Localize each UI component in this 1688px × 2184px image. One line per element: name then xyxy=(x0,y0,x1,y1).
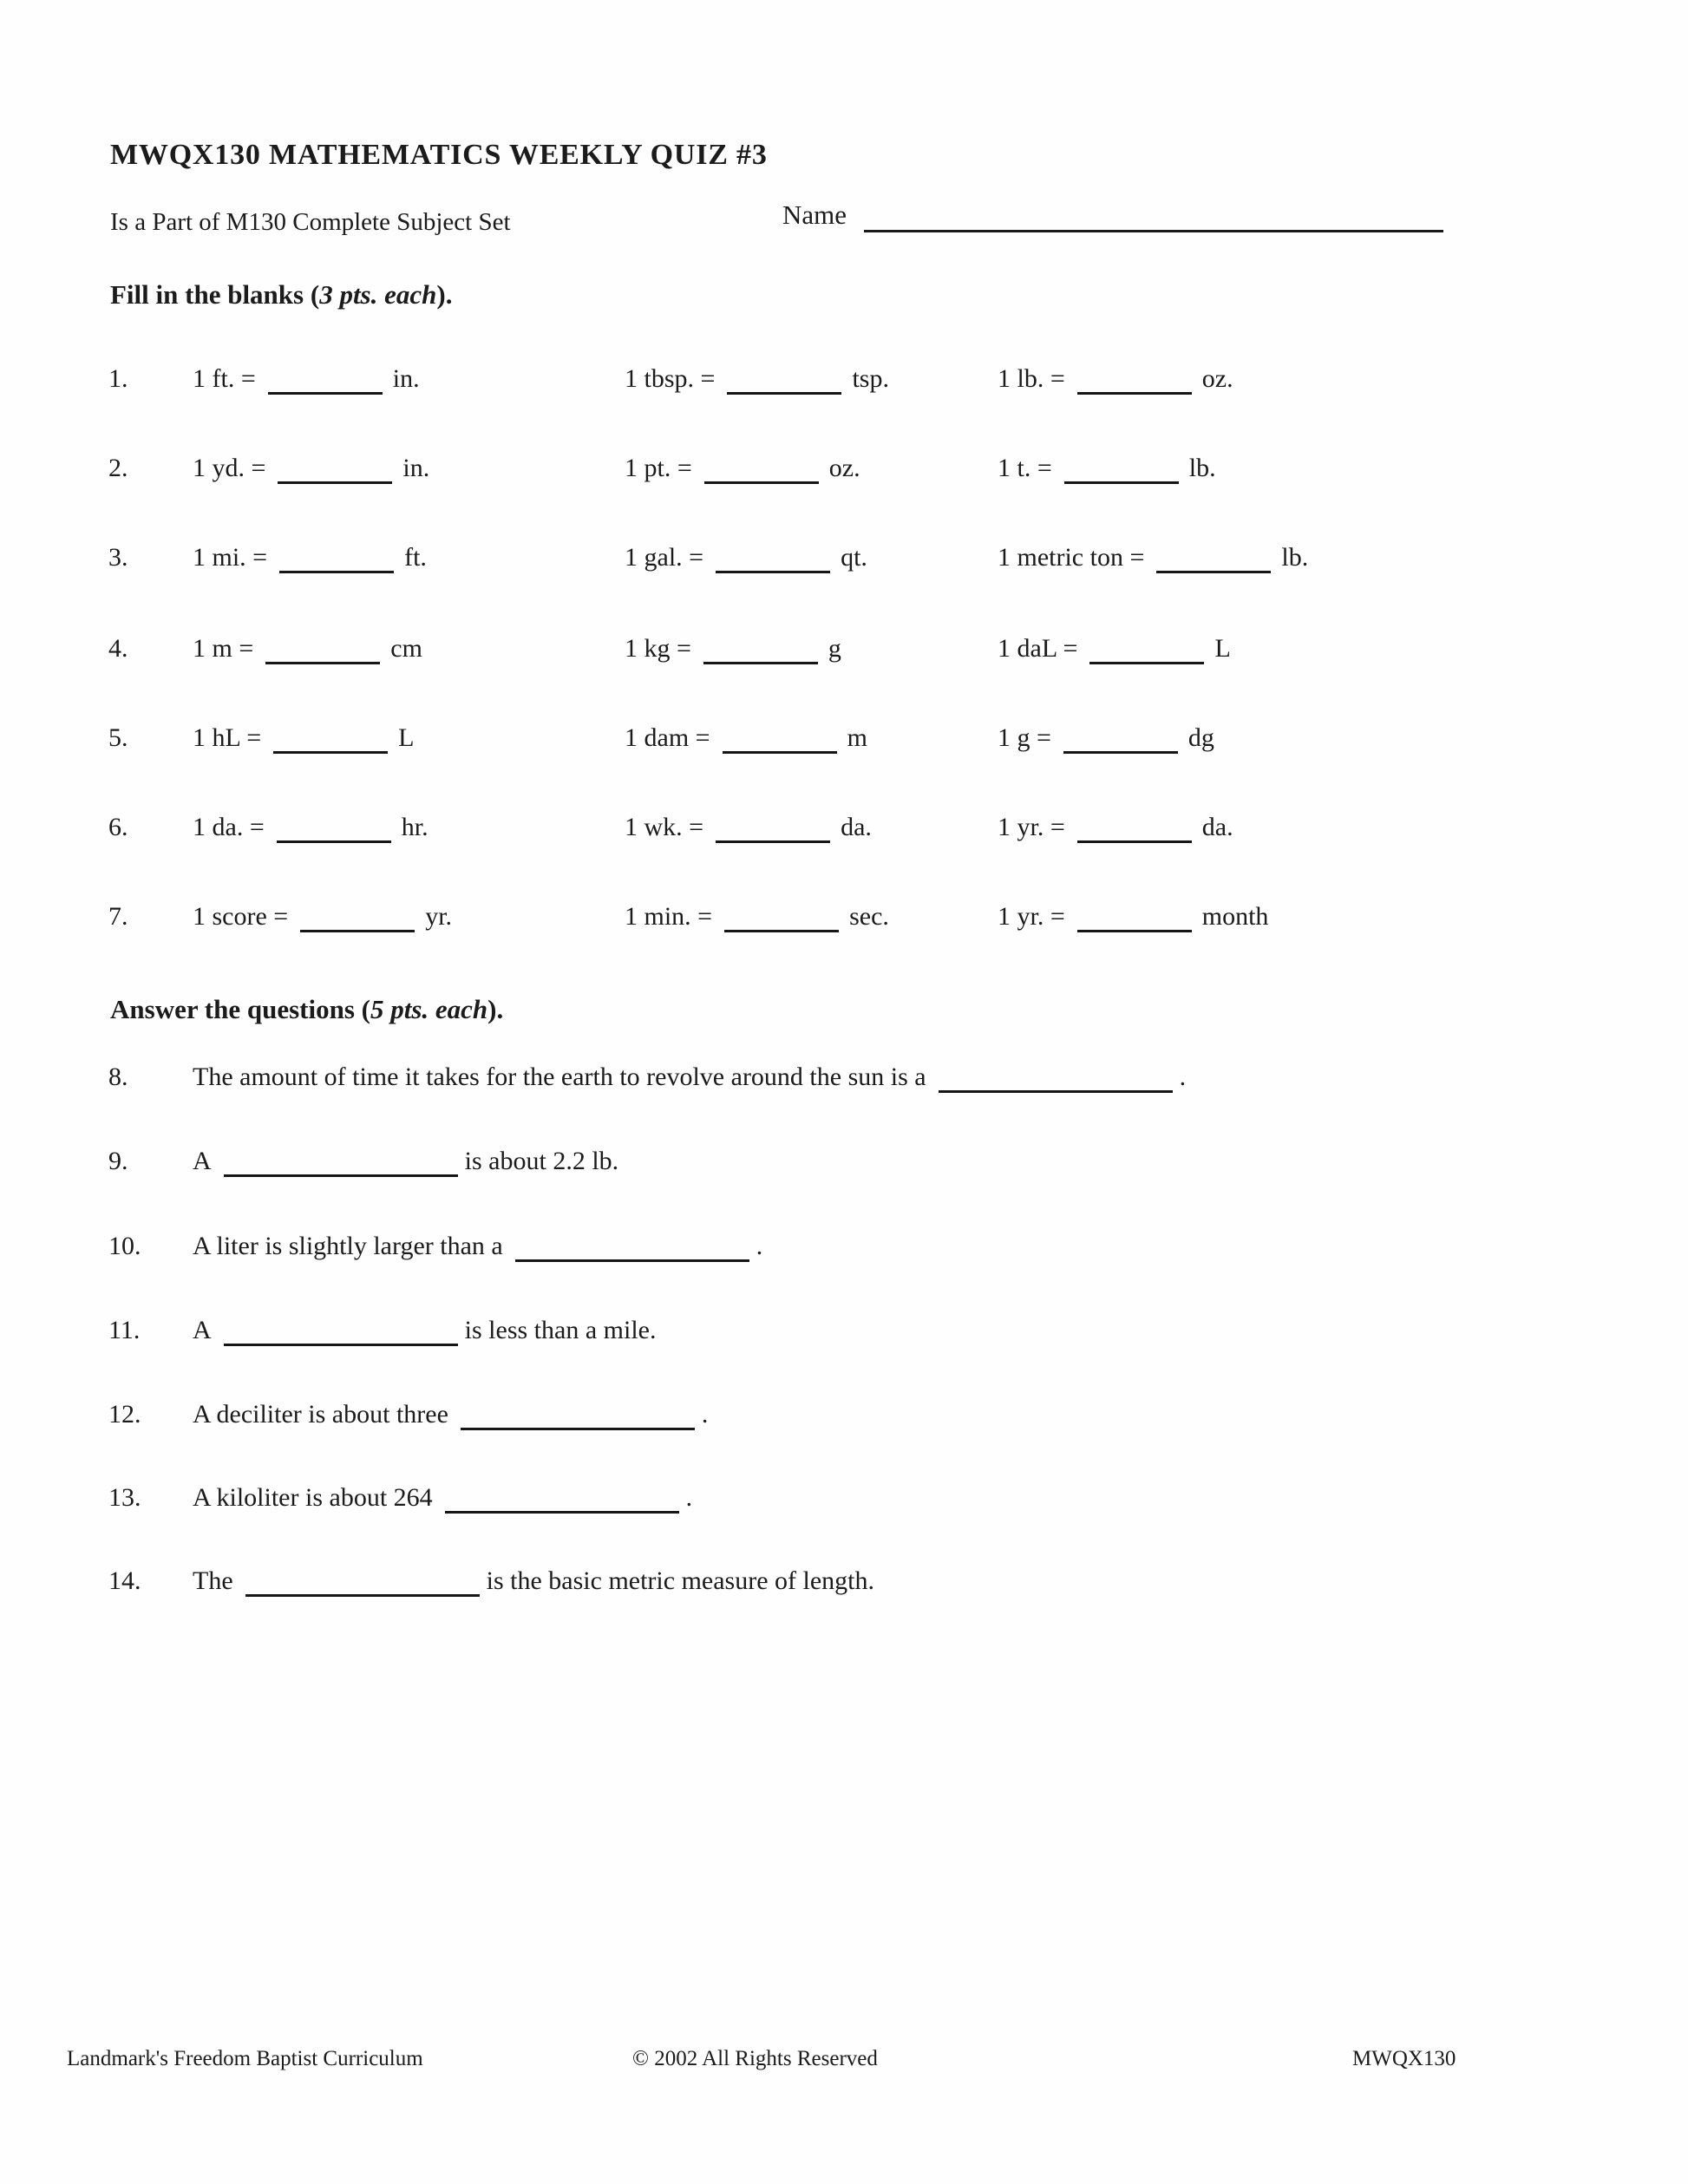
fill-item-post: L xyxy=(398,723,415,752)
question-number: 4. xyxy=(108,634,128,663)
fill-item-post: oz. xyxy=(828,454,860,482)
fill-item-post: yr. xyxy=(425,902,453,931)
answer-blank[interactable] xyxy=(1064,480,1179,484)
answer-blank[interactable] xyxy=(703,660,818,664)
subtitle: Is a Part of M130 Complete Subject Set xyxy=(110,208,511,236)
fill-item-pre: 1 m = xyxy=(193,634,254,663)
footer-document-code: MWQX130 xyxy=(1352,2047,1456,2070)
fill-item xyxy=(193,634,422,664)
question-post: . xyxy=(756,1232,763,1260)
answer-heading-suffix: ). xyxy=(487,994,504,1024)
answer-blank[interactable] xyxy=(268,390,383,395)
fill-section-heading xyxy=(110,279,452,311)
question-number: 2. xyxy=(108,454,128,482)
fill-item xyxy=(193,454,429,484)
answer-blank[interactable] xyxy=(1077,839,1192,843)
answer-blank[interactable] xyxy=(723,749,837,754)
footer-publisher: Landmark's Freedom Baptist Curriculum xyxy=(67,2047,423,2070)
question-post: is the basic metric measure of length. xyxy=(486,1566,874,1595)
name-label: Name xyxy=(782,199,847,230)
fill-item-post: tsp. xyxy=(852,364,889,393)
question-number: 11. xyxy=(108,1316,141,1344)
fill-item xyxy=(193,543,427,573)
fill-heading-prefix: Fill in the blanks ( xyxy=(110,279,320,310)
answer-blank[interactable] xyxy=(1089,660,1204,664)
answer-blank[interactable] xyxy=(224,1342,458,1346)
fill-item-post: sec. xyxy=(849,902,889,931)
fill-item-post: cm xyxy=(390,634,422,663)
fill-item-post: hr. xyxy=(401,813,429,841)
question-text xyxy=(193,1400,708,1430)
fill-item-post: ft. xyxy=(404,543,427,572)
question-pre: A kiloliter is about 264 xyxy=(193,1483,433,1512)
fill-item xyxy=(625,454,860,484)
name-input-line[interactable] xyxy=(864,228,1443,232)
fill-heading-points: 3 pts. each xyxy=(319,279,437,310)
answer-blank[interactable] xyxy=(724,928,839,932)
answer-section-heading xyxy=(110,994,503,1025)
answer-blank[interactable] xyxy=(461,1426,695,1430)
fill-item-post: month xyxy=(1201,902,1269,931)
fill-item-pre: 1 gal. = xyxy=(625,543,704,572)
fill-item xyxy=(625,634,841,664)
answer-blank[interactable] xyxy=(704,480,819,484)
question-text xyxy=(193,1147,618,1177)
fill-heading-suffix: ). xyxy=(436,279,453,310)
question-pre: A xyxy=(193,1147,212,1175)
fill-item-pre: 1 yd. = xyxy=(193,454,266,482)
question-post: . xyxy=(701,1400,709,1429)
question-pre: The xyxy=(193,1566,233,1595)
fill-item-post: da. xyxy=(841,813,872,841)
answer-heading-prefix: Answer the questions ( xyxy=(110,994,370,1024)
fill-item xyxy=(625,813,872,843)
fill-item-pre: 1 kg = xyxy=(625,634,691,663)
answer-blank[interactable] xyxy=(716,839,830,843)
answer-blank[interactable] xyxy=(277,839,391,843)
answer-blank[interactable] xyxy=(278,480,392,484)
fill-item xyxy=(193,902,452,932)
question-number: 6. xyxy=(108,813,128,841)
fill-item-pre: 1 t. = xyxy=(998,454,1052,482)
fill-item-post: oz. xyxy=(1201,364,1233,393)
fill-item xyxy=(998,634,1231,664)
fill-item-pre: 1 da. = xyxy=(193,813,265,841)
fill-item xyxy=(998,723,1214,754)
fill-item-post: lb. xyxy=(1188,454,1216,482)
fill-item-pre: 1 pt. = xyxy=(625,454,692,482)
fill-item-post: in. xyxy=(392,364,420,393)
question-post: is about 2.2 lb. xyxy=(464,1147,619,1175)
fill-item-post: dg xyxy=(1187,723,1214,752)
answer-blank[interactable] xyxy=(224,1173,458,1177)
question-pre: A xyxy=(193,1316,212,1344)
page-title: MWQX130 MATHEMATICS WEEKLY QUIZ #3 xyxy=(110,139,768,171)
fill-item xyxy=(625,364,889,395)
answer-blank[interactable] xyxy=(300,928,415,932)
answer-blank[interactable] xyxy=(265,660,380,664)
fill-item-pre: 1 wk. = xyxy=(625,813,704,841)
question-text xyxy=(193,1483,692,1514)
fill-item-pre: 1 daL = xyxy=(998,634,1078,663)
answer-blank[interactable] xyxy=(939,1089,1173,1093)
fill-item-pre: 1 yr. = xyxy=(998,813,1065,841)
fill-item xyxy=(625,543,867,573)
fill-item-post: L xyxy=(1214,634,1231,663)
question-number: 9. xyxy=(108,1147,128,1175)
fill-item xyxy=(625,723,867,754)
question-number: 5. xyxy=(108,723,128,752)
question-pre: The amount of time it takes for the earth to revolve around the sun is a xyxy=(193,1063,926,1091)
fill-item-pre: 1 lb. = xyxy=(998,364,1065,393)
answer-blank[interactable] xyxy=(727,390,841,395)
question-post: . xyxy=(685,1483,693,1512)
fill-item-pre: 1 g = xyxy=(998,723,1051,752)
fill-item-pre: 1 min. = xyxy=(625,902,713,931)
fill-item-pre: 1 score = xyxy=(193,902,289,931)
answer-blank[interactable] xyxy=(1156,569,1271,573)
question-text xyxy=(193,1232,762,1262)
question-text xyxy=(193,1063,1186,1093)
fill-item xyxy=(998,364,1233,395)
question-number: 3. xyxy=(108,543,128,572)
fill-item xyxy=(998,902,1268,932)
fill-item-pre: 1 ft. = xyxy=(193,364,256,393)
fill-item-post: g xyxy=(828,634,841,663)
fill-item xyxy=(998,813,1233,843)
answer-blank[interactable] xyxy=(515,1258,749,1262)
question-number: 12. xyxy=(108,1400,141,1429)
answer-blank[interactable] xyxy=(1077,928,1192,932)
question-post: is less than a mile. xyxy=(464,1316,657,1344)
question-number: 14. xyxy=(108,1566,141,1595)
fill-item-post: da. xyxy=(1201,813,1233,841)
question-text xyxy=(193,1566,874,1597)
fill-item-post: in. xyxy=(402,454,430,482)
answer-blank[interactable] xyxy=(273,749,388,754)
fill-item xyxy=(998,454,1216,484)
fill-item-post: qt. xyxy=(841,543,867,572)
question-number: 8. xyxy=(108,1063,128,1091)
fill-item-post: m xyxy=(847,723,867,752)
answer-blank[interactable] xyxy=(279,569,394,573)
question-pre: A liter is slightly larger than a xyxy=(193,1232,503,1260)
fill-item xyxy=(193,364,420,395)
question-number: 1. xyxy=(108,364,128,393)
answer-blank[interactable] xyxy=(1077,390,1192,395)
question-number: 10. xyxy=(108,1232,141,1260)
fill-item xyxy=(193,813,429,843)
fill-item-pre: 1 hL = xyxy=(193,723,262,752)
fill-item xyxy=(193,723,414,754)
answer-heading-points: 5 pts. each xyxy=(370,994,488,1024)
fill-item xyxy=(625,902,889,932)
fill-item-pre: 1 metric ton = xyxy=(998,543,1145,572)
fill-item-pre: 1 yr. = xyxy=(998,902,1065,931)
question-pre: A deciliter is about three xyxy=(193,1400,448,1429)
question-text xyxy=(193,1316,656,1346)
question-number: 7. xyxy=(108,902,128,931)
answer-blank[interactable] xyxy=(445,1509,679,1514)
name-row xyxy=(782,199,1443,232)
footer-copyright: © 2002 All Rights Reserved xyxy=(632,2047,878,2070)
fill-item-pre: 1 tbsp. = xyxy=(625,364,716,393)
fill-item-pre: 1 dam = xyxy=(625,723,710,752)
fill-item-pre: 1 mi. = xyxy=(193,543,268,572)
question-post: . xyxy=(1179,1063,1187,1091)
fill-item-post: lb. xyxy=(1281,543,1309,572)
answer-blank[interactable] xyxy=(1063,749,1178,754)
fill-item xyxy=(998,543,1308,573)
answer-blank[interactable] xyxy=(245,1592,480,1597)
answer-blank[interactable] xyxy=(716,569,830,573)
question-number: 13. xyxy=(108,1483,141,1512)
